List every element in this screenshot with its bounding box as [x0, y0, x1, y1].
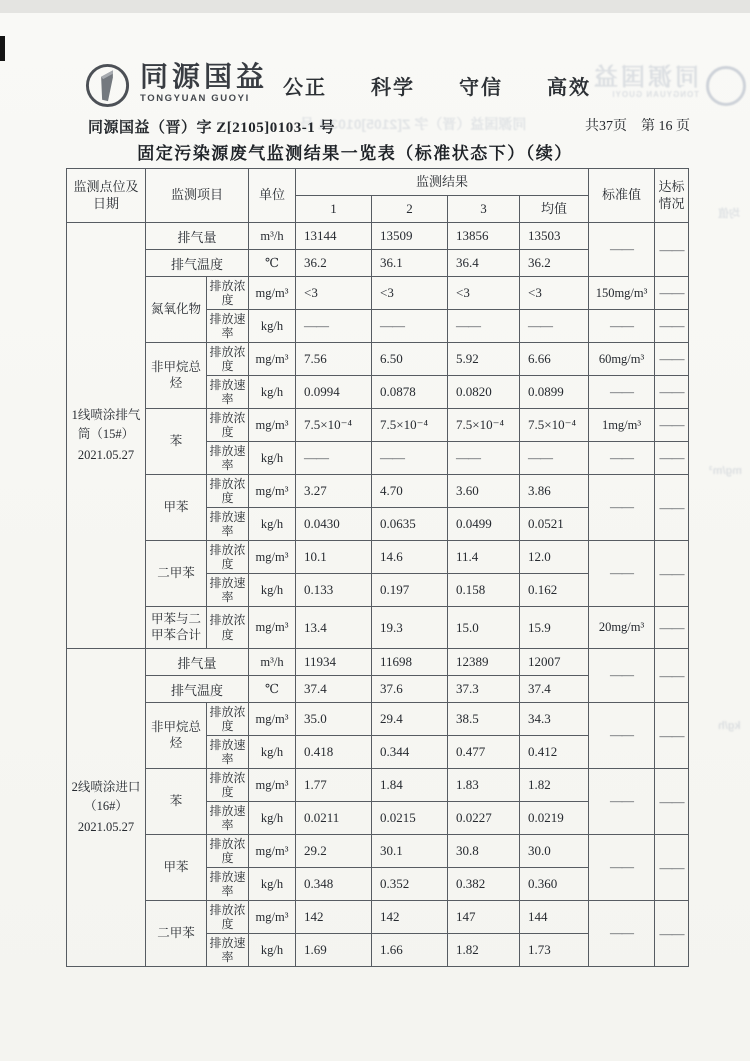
value-cell: 38.5	[448, 703, 520, 736]
value-cell: 13.4	[296, 607, 372, 649]
avg-cell: 0.412	[520, 736, 589, 769]
value-cell: 11698	[372, 649, 448, 676]
col-header-standard: 标准值	[589, 169, 655, 223]
value-cell: 13144	[296, 223, 372, 250]
avg-cell: 6.66	[520, 343, 589, 376]
site-name: 2线喷涂进口（16#）	[71, 780, 141, 814]
unit-cell: mg/m³	[249, 607, 296, 649]
sub-cell: 排放浓度	[207, 541, 249, 574]
slogan-word: 科学	[371, 77, 415, 99]
avg-cell: 15.9	[520, 607, 589, 649]
standard-cell: 20mg/m³	[589, 607, 655, 649]
value-cell: 0.0820	[448, 376, 520, 409]
sub-cell: 排放浓度	[207, 475, 249, 508]
unit-cell: ℃	[249, 250, 296, 277]
compliance-cell: ——	[655, 541, 689, 607]
value-cell: ——	[372, 310, 448, 343]
bleedthrough-logo-cn: 同源国益	[591, 64, 699, 91]
avg-cell: 0.0219	[520, 802, 589, 835]
sub-cell: 排放速率	[207, 736, 249, 769]
unit-cell: kg/h	[249, 310, 296, 343]
group-cell: 甲苯	[146, 835, 207, 901]
unit-cell: mg/m³	[249, 769, 296, 802]
group-cell: 非甲烷总烃	[146, 703, 207, 769]
standard-cell: 1mg/m³	[589, 409, 655, 442]
avg-cell: 34.3	[520, 703, 589, 736]
value-cell: 36.2	[296, 250, 372, 277]
avg-cell: ——	[520, 442, 589, 475]
value-cell: 7.56	[296, 343, 372, 376]
value-cell: 1.82	[448, 934, 520, 967]
unit-cell: mg/m³	[249, 541, 296, 574]
site-cell	[67, 649, 146, 967]
avg-cell: 1.82	[520, 769, 589, 802]
value-cell: 29.4	[372, 703, 448, 736]
standard-cell: ——	[589, 310, 655, 343]
value-cell: 1.84	[372, 769, 448, 802]
value-cell: 1.83	[448, 769, 520, 802]
logo-name-en: TONGYUAN GUOYI	[140, 93, 250, 105]
value-cell: 15.0	[448, 607, 520, 649]
value-cell: 5.92	[448, 343, 520, 376]
compliance-cell: ——	[655, 310, 689, 343]
avg-cell: 0.0521	[520, 508, 589, 541]
logo-name-cn: 同源国益	[140, 61, 269, 92]
col-header-unit: 单位	[249, 169, 296, 223]
unit-cell: kg/h	[249, 376, 296, 409]
logo-icon	[84, 62, 131, 114]
compliance-cell: ——	[655, 409, 689, 442]
slogan-word: 高效	[547, 77, 591, 99]
value-cell: 35.0	[296, 703, 372, 736]
avg-cell: 1.73	[520, 934, 589, 967]
sub-cell: 排放浓度	[207, 835, 249, 868]
value-cell: <3	[372, 277, 448, 310]
value-cell: <3	[296, 277, 372, 310]
scan-edge-artifact	[0, 36, 5, 61]
unit-cell: ℃	[249, 676, 296, 703]
standard-cell: ——	[589, 541, 655, 607]
item-cell: 排气温度	[146, 676, 249, 703]
sub-cell: 排放速率	[207, 868, 249, 901]
compliance-cell: ——	[655, 376, 689, 409]
compliance-cell: ——	[655, 703, 689, 769]
col-header-compliance: 达标情况	[655, 169, 689, 223]
value-cell: 0.0227	[448, 802, 520, 835]
avg-cell: 30.0	[520, 835, 589, 868]
avg-cell: 37.4	[520, 676, 589, 703]
value-cell: 12389	[448, 649, 520, 676]
compliance-cell: ——	[655, 343, 689, 376]
value-cell: 0.0211	[296, 802, 372, 835]
site-name: 1线喷涂排气筒（15#）	[71, 408, 141, 442]
value-cell: 0.0994	[296, 376, 372, 409]
document-number: 同源国益（晋）字 Z[2105]0103-1 号	[88, 120, 335, 136]
value-cell: 0.0635	[372, 508, 448, 541]
value-cell: 14.6	[372, 541, 448, 574]
compliance-cell: ——	[655, 277, 689, 310]
bleedthrough-fragment: 均值	[718, 208, 740, 220]
sub-cell: 排放速率	[207, 376, 249, 409]
compliance-cell: ——	[655, 607, 689, 649]
value-cell: 0.348	[296, 868, 372, 901]
unit-cell: mg/m³	[249, 475, 296, 508]
standard-cell: ——	[589, 442, 655, 475]
value-cell: 0.0499	[448, 508, 520, 541]
unit-cell: kg/h	[249, 574, 296, 607]
compliance-cell: ——	[655, 442, 689, 475]
standard-cell: ——	[589, 769, 655, 835]
sub-cell: 排放速率	[207, 442, 249, 475]
unit-cell: kg/h	[249, 442, 296, 475]
col-header-avg: 均值	[520, 196, 589, 223]
site-date: 2021.05.27	[77, 819, 135, 834]
item-cell: 排气量	[146, 223, 249, 250]
avg-cell: <3	[520, 277, 589, 310]
unit-cell: mg/m³	[249, 703, 296, 736]
sub-cell: 排放速率	[207, 802, 249, 835]
compliance-cell: ——	[655, 901, 689, 967]
value-cell: ——	[448, 310, 520, 343]
group-cell: 甲苯与二甲苯合计	[146, 607, 207, 649]
unit-cell: mg/m³	[249, 343, 296, 376]
page-total: 共37页	[585, 119, 627, 134]
value-cell: 0.344	[372, 736, 448, 769]
group-cell: 苯	[146, 409, 207, 475]
value-cell: <3	[448, 277, 520, 310]
value-cell: 1.66	[372, 934, 448, 967]
sub-cell: 排放浓度	[207, 901, 249, 934]
sub-cell: 排放浓度	[207, 607, 249, 649]
compliance-cell: ——	[655, 769, 689, 835]
value-cell: 11.4	[448, 541, 520, 574]
unit-cell: m³/h	[249, 649, 296, 676]
value-cell: 0.418	[296, 736, 372, 769]
unit-cell: kg/h	[249, 802, 296, 835]
unit-cell: kg/h	[249, 934, 296, 967]
site-date: 2021.05.27	[77, 447, 135, 462]
value-cell: 0.133	[296, 574, 372, 607]
avg-cell: 0.0899	[520, 376, 589, 409]
value-cell: 36.1	[372, 250, 448, 277]
site-cell	[67, 223, 146, 649]
value-cell: 147	[448, 901, 520, 934]
value-cell: 0.477	[448, 736, 520, 769]
value-cell: 30.1	[372, 835, 448, 868]
sub-cell: 排放浓度	[207, 409, 249, 442]
compliance-cell: ——	[655, 835, 689, 901]
value-cell: 142	[372, 901, 448, 934]
value-cell: 142	[296, 901, 372, 934]
company-logo	[84, 62, 268, 114]
bleedthrough-fragment: kg/h	[718, 720, 741, 732]
pagination	[571, 115, 690, 135]
avg-cell: 0.162	[520, 574, 589, 607]
value-cell: 0.382	[448, 868, 520, 901]
group-cell: 甲苯	[146, 475, 207, 541]
sub-cell: 排放速率	[207, 934, 249, 967]
standard-cell: ——	[589, 223, 655, 277]
unit-cell: kg/h	[249, 868, 296, 901]
compliance-cell: ——	[655, 223, 689, 277]
bleedthrough-fragment: mg/m³	[709, 465, 742, 477]
sub-cell: 排放浓度	[207, 769, 249, 802]
avg-cell: 7.5×10⁻⁴	[520, 409, 589, 442]
unit-cell: mg/m³	[249, 409, 296, 442]
standard-cell: 60mg/m³	[589, 343, 655, 376]
item-cell: 排气量	[146, 649, 249, 676]
value-cell: 4.70	[372, 475, 448, 508]
avg-cell: 12007	[520, 649, 589, 676]
value-cell: 3.60	[448, 475, 520, 508]
value-cell: 0.0878	[372, 376, 448, 409]
avg-cell: 3.86	[520, 475, 589, 508]
unit-cell: mg/m³	[249, 835, 296, 868]
value-cell: 36.4	[448, 250, 520, 277]
standard-cell: ——	[589, 376, 655, 409]
avg-cell: 12.0	[520, 541, 589, 574]
value-cell: 19.3	[372, 607, 448, 649]
bleedthrough-logo-en: TONGYUAN GUOYI	[611, 90, 699, 99]
sub-cell: 排放速率	[207, 310, 249, 343]
standard-cell: ——	[589, 475, 655, 541]
group-cell: 二甲苯	[146, 901, 207, 967]
col-header-site: 监测点位及日期	[67, 169, 146, 223]
unit-cell: kg/h	[249, 736, 296, 769]
unit-cell: kg/h	[249, 508, 296, 541]
standard-cell: ——	[589, 901, 655, 967]
value-cell: 0.197	[372, 574, 448, 607]
group-cell: 氮氧化物	[146, 277, 207, 343]
page-title: 固定污染源废气监测结果一览表（标准状态下）（续）	[137, 144, 573, 163]
col-header-run3: 3	[448, 196, 520, 223]
slogan-row	[283, 71, 591, 100]
value-cell: ——	[296, 442, 372, 475]
value-cell: 7.5×10⁻⁴	[448, 409, 520, 442]
compliance-cell: ——	[655, 475, 689, 541]
value-cell: 7.5×10⁻⁴	[296, 409, 372, 442]
sub-cell: 排放浓度	[207, 343, 249, 376]
value-cell: 13509	[372, 223, 448, 250]
slogan-word: 守信	[459, 77, 503, 99]
value-cell: 11934	[296, 649, 372, 676]
group-cell: 二甲苯	[146, 541, 207, 607]
sub-cell: 排放速率	[207, 508, 249, 541]
value-cell: 0.0430	[296, 508, 372, 541]
value-cell: 1.69	[296, 934, 372, 967]
avg-cell: 0.360	[520, 868, 589, 901]
value-cell: 37.3	[448, 676, 520, 703]
avg-cell: 13503	[520, 223, 589, 250]
value-cell: 0.352	[372, 868, 448, 901]
value-cell: 37.4	[296, 676, 372, 703]
value-cell: 29.2	[296, 835, 372, 868]
group-cell: 苯	[146, 769, 207, 835]
item-cell: 排气温度	[146, 250, 249, 277]
value-cell: ——	[296, 310, 372, 343]
value-cell: 10.1	[296, 541, 372, 574]
value-cell: 0.0215	[372, 802, 448, 835]
sub-cell: 排放浓度	[207, 277, 249, 310]
standard-cell: ——	[589, 703, 655, 769]
value-cell: 13856	[448, 223, 520, 250]
sub-cell: 排放速率	[207, 574, 249, 607]
value-cell: ——	[448, 442, 520, 475]
avg-cell: 144	[520, 901, 589, 934]
value-cell: 30.8	[448, 835, 520, 868]
value-cell: 3.27	[296, 475, 372, 508]
monitoring-results-table	[66, 168, 689, 967]
avg-cell: 36.2	[520, 250, 589, 277]
standard-cell: 150mg/m³	[589, 277, 655, 310]
value-cell: 37.6	[372, 676, 448, 703]
value-cell: ——	[372, 442, 448, 475]
unit-cell: mg/m³	[249, 901, 296, 934]
unit-cell: m³/h	[249, 223, 296, 250]
col-header-results: 监测结果	[296, 169, 589, 196]
standard-cell: ——	[589, 649, 655, 703]
value-cell: 0.158	[448, 574, 520, 607]
avg-cell: ——	[520, 310, 589, 343]
value-cell: 1.77	[296, 769, 372, 802]
standard-cell: ——	[589, 835, 655, 901]
unit-cell: mg/m³	[249, 277, 296, 310]
value-cell: 6.50	[372, 343, 448, 376]
col-header-run2: 2	[372, 196, 448, 223]
compliance-cell: ——	[655, 649, 689, 703]
slogan-word: 公正	[283, 77, 327, 99]
page-current: 第 16 页	[641, 119, 690, 134]
sub-cell: 排放浓度	[207, 703, 249, 736]
group-cell: 非甲烷总烃	[146, 343, 207, 409]
col-header-run1: 1	[296, 196, 372, 223]
col-header-item: 监测项目	[146, 169, 249, 223]
value-cell: 7.5×10⁻⁴	[372, 409, 448, 442]
